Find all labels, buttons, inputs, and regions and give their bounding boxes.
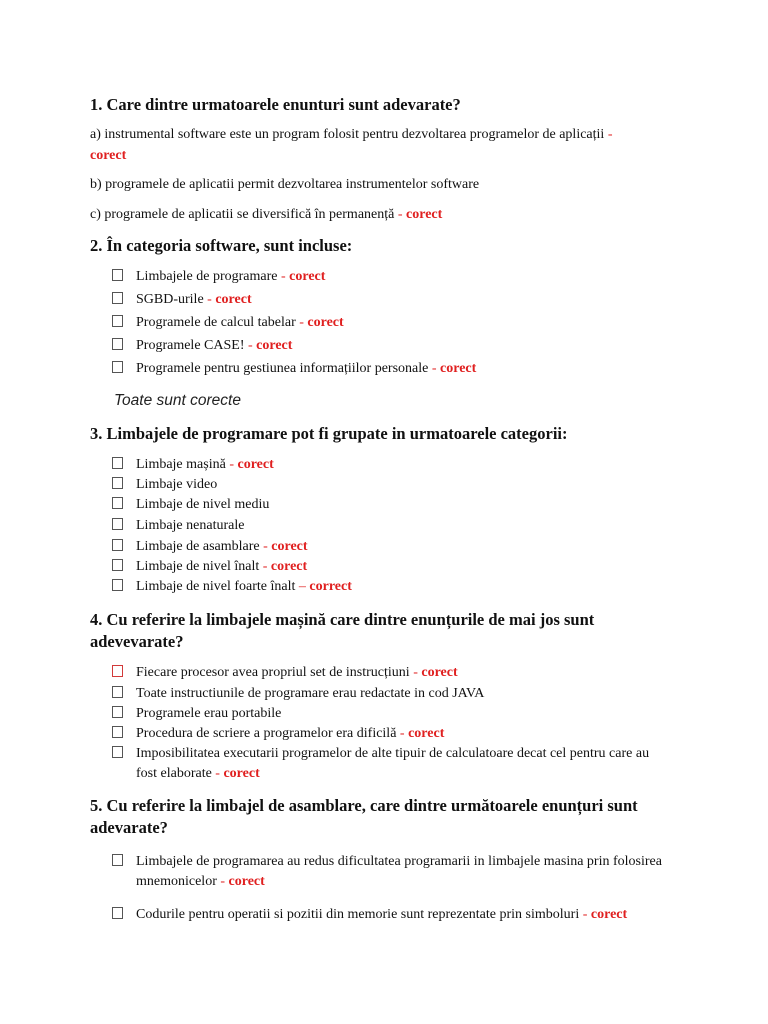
list-item [112,852,672,892]
list-item [112,663,458,683]
list-item-text: Procedura de scriere a programelor era dificilă [136,726,397,741]
checkbox-icon [112,665,123,677]
list-item [112,495,269,515]
checkbox-icon [112,497,123,509]
list-item-text: Limbaje nenaturale [136,518,245,533]
q2-note: Toate sunt corecte [114,392,241,409]
list-item [112,704,281,724]
list-item [112,455,274,475]
list-item-mark: corect [271,539,308,554]
q1-option-a-mark: corect [90,148,127,163]
q1-option-a-dash: - [604,127,613,142]
list-item-mark: corect [256,338,293,353]
list-item-body [136,744,671,784]
list-item [112,537,308,557]
list-item-dash: - [295,315,308,330]
q1-option-b-text: b) programele de aplicatii permit dezvoltarea instrumentelor software [90,177,480,192]
list-item-text: Limbaje de nivel mediu [136,497,270,512]
q1-option-c-dash: - [394,207,407,222]
checkbox-icon [112,686,123,698]
list-item [112,359,476,379]
list-item [112,516,244,536]
list-item-text: Programele CASE! [136,338,245,353]
checkbox-icon [112,907,123,919]
list-item-text: SGBD-urile [136,292,204,307]
list-item [112,724,444,744]
list-item [112,313,344,333]
checkbox-icon [112,477,123,489]
list-item-mark: corect [421,665,458,680]
q1-option-c [90,204,442,225]
list-item-mark: corect [289,269,326,284]
list-item [112,475,217,495]
checkbox-icon [112,559,123,571]
list-item-dash: - [225,457,238,472]
list-item [112,905,627,925]
list-item [112,267,325,287]
list-item-text: Toate instructiunile de programare erau redactate in cod JAVA [136,686,485,701]
list-item-text: Limbaje de nivel foarte înalt [136,579,296,594]
list-item-mark: correct [309,579,352,594]
list-item-dash: – [295,579,310,594]
list-item-dash: - [216,874,229,889]
list-item [112,557,307,577]
list-item-text: Limbaje de nivel înalt [136,559,260,574]
checkbox-icon [112,726,123,738]
list-item-text: Programele de calcul tabelar [136,315,296,330]
list-item-mark: corect [408,726,445,741]
question-2-title: 2. În categoria software, sunt incluse: [90,236,353,255]
list-item-dash: - [259,559,271,574]
list-item-dash: - [428,361,441,376]
list-item-text: Programele erau portabile [136,706,282,721]
q1-option-a [90,124,680,166]
checkbox-icon [112,706,123,718]
list-item-text: Codurile pentru operatii si pozitii din memorie sunt reprezentate prin simboluri [136,907,580,922]
list-item [112,577,352,597]
checkbox-icon [112,292,123,304]
question-3-title: 3. Limbajele de programare pot fi grupate in urmatoarele categorii: [90,424,568,443]
list-item-text: Limbaje video [136,477,218,492]
q1-option-a-text: a) instrumental software este un program folosit pentru dezvoltarea programelor de aplicații [90,127,605,142]
checkbox-icon [112,579,123,591]
list-item-text: Limbaje de asamblare [136,539,260,554]
list-item-dash: - [203,292,216,307]
checkbox-icon [112,361,123,373]
list-item-text: Limbajele de programare [136,269,278,284]
list-item [112,336,292,356]
list-item-dash: - [211,766,224,781]
list-item-mark: corect [440,361,477,376]
list-item-text: Programele pentru gestiunea informațiilor personale [136,361,429,376]
checkbox-icon [112,457,123,469]
list-item-mark: corect [215,292,252,307]
checkbox-icon [112,539,123,551]
q1-option-c-text: c) programele de aplicatii se diversifică în permanență [90,207,395,222]
list-item-mark: corect [307,315,344,330]
list-item-dash: - [396,726,409,741]
checkbox-icon [112,315,123,327]
checkbox-icon [112,338,123,350]
checkbox-icon [112,746,123,758]
checkbox-icon [112,518,123,530]
question-4-title: 4. Cu referire la limbajele mașină care dintre enunțurile de mai jos sunt adevevarate? [90,610,595,651]
q1-option-b [90,174,479,195]
question-1-title: 1. Care dintre urmatoarele enunturi sunt adevarate? [90,95,461,114]
list-item-text: Imposibilitatea executarii programelor de alte tipuir de calculatoare decat cel pentru care au fost elaborate [136,746,650,781]
list-item-body [136,852,671,892]
question-5-title: 5. Cu referire la limbajel de asamblare, care dintre următoarele enunțuri sunt adevarate? [90,796,638,837]
list-item [112,744,672,784]
checkbox-icon [112,269,123,281]
list-item-dash: - [244,338,257,353]
list-item-dash: - [277,269,290,284]
list-item-mark: corect [270,559,308,574]
list-item-mark: corect [590,907,628,922]
list-item-text: Limbaje mașină [136,457,226,472]
list-item [112,684,484,704]
list-item-dash: - [409,665,422,680]
list-item-mark: corect [228,874,265,889]
checkbox-icon [112,854,123,866]
list-item-dash: - [579,907,591,922]
list-item-dash: - [259,539,272,554]
list-item-mark: corect [237,457,274,472]
list-item [112,290,252,310]
q1-option-c-mark: corect [406,207,443,222]
list-item-text: Fiecare procesor avea propriul set de instrucțiuni [136,665,410,680]
list-item-mark: corect [223,766,260,781]
list-item-text: Limbajele de programarea au redus dificultatea programarii in limbajele masina prin folosirea mnemonicelor [136,854,662,889]
